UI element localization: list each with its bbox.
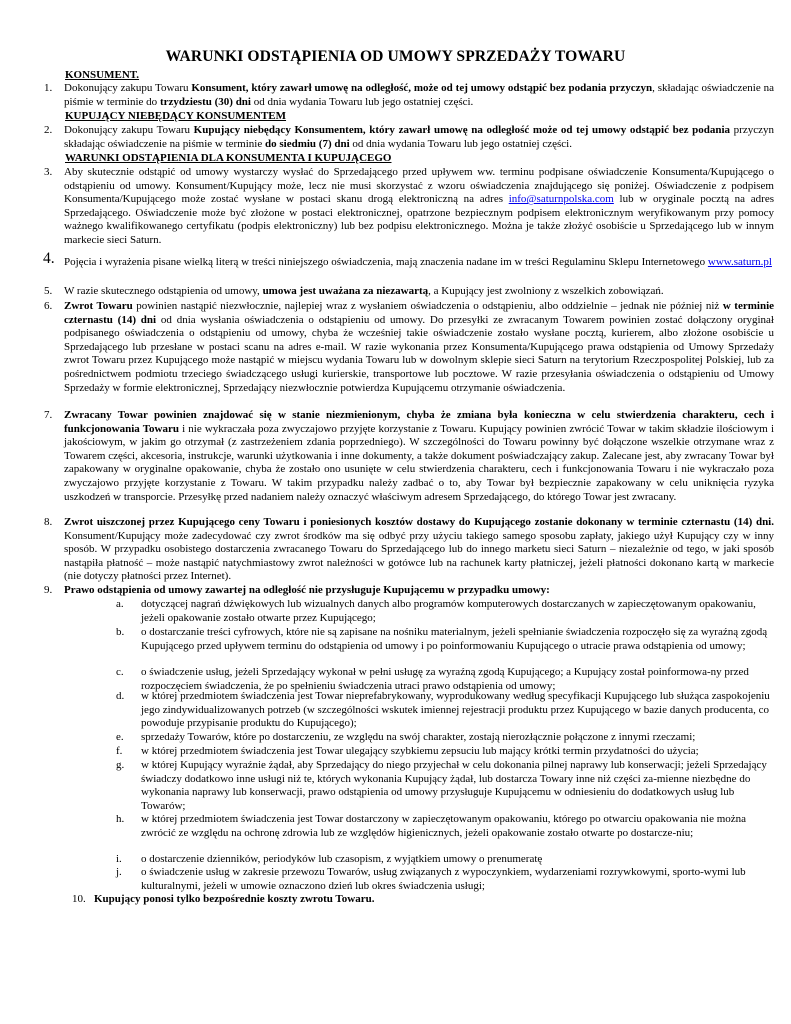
item-number: 9. xyxy=(44,584,53,596)
item-4: Pojęcia i wyrażenia pisane wielką literą w treści niniejszego oświadczenia, mają znaczenia nadane im w treści Regulaminu Sklepu Internetowego www.saturn.pl xyxy=(64,256,772,268)
item-number: 1. xyxy=(44,82,53,94)
sub-letter: g. xyxy=(116,759,125,771)
sub-letter: c. xyxy=(116,666,124,678)
item-7: Zwracany Towar powinien znajdować się w stanie niezmienionym, chyba że zmiana była konieczna w celu stwierdzenia charakteru, cech i funkcjonowania Towaru i nie wykraczała poza zwyczajowo przyjęte korzystanie z Towaru. Kupujący powinien zwrócić Towar w takim składzie ilościowym i jakościowym, w jakim go otrzymał (z zastrzeżeniem zdania poprzedniego). W szczególności do Towaru powinny być dołączone wszelkie otrzymane wraz z Towarem części, akcesoria, instrukcje, warunki użytkowania i inne dokumenty, a także dokument poświadczający zakup. Zalecane jest, aby zwracany Towar był zapakowany w oryginalne opakowanie, chyba że zostało ono usunięte w celu stwierdzenia charakteru, cech i funkcjonowania Towaru i nie wykraczało poza zwyczajowo przyjęte korzystanie z Towaru. W takim przypadku należy zadbać o to, aby Towar był bezpiecznie zapakowany w celu uniknięcia ryzyka uszkodzeń w transporcie. Przesyłkę przed nadaniem należy oznaczyć właściwym adresem Sprzedającego, do którego Towar jest zwracany. xyxy=(64,409,774,503)
sub-item: o świadczenie usług, jeżeli Sprzedający wykonał w pełni usługę za wyraźną zgodą Kupującego; a Kupujący został poinformowa-ny przed rozpoczęciem świadczenia, że po spełnieniu świadczenia utraci prawo odstąpienia od umowy; xyxy=(141,666,749,692)
sub-letter: d. xyxy=(116,690,125,702)
sub-letter: i. xyxy=(116,853,122,865)
item-9: Prawo odstąpienia od umowy zawartej na odległość nie przysługuje Kupującemu w przypadku umowy: xyxy=(64,584,550,596)
sub-item: o świadczenie usług w zakresie przewozu Towarów, usług związanych z wypoczynkiem, wydarzeniami rozrywkowymi, sporto-wymi lub kulturalnymi, jeżeli w umowie oznaczono dzień lub okres świadczenia usługi; xyxy=(141,866,746,892)
sub-item: w której Kupujący wyraźnie żądał, aby Sprzedający do niego przyjechał w celu dokonania pilnej naprawy lub konserwacji; jeżeli Sprzedający świadczy dodatkowo inne usługi niż te, których wykonania Kupujący żądał, lub dostarcza Towary inne niż części za-mienne niezbędne do wykonania naprawy lub konserwacji, prawo odstąpienia od umowy przysługuje Kupującemu w odniesieniu do dodatkowych usług lub Towarów; xyxy=(141,759,767,812)
item-number: 5. xyxy=(44,285,53,297)
sub-letter: a. xyxy=(116,598,124,610)
item-number: 3. xyxy=(44,166,53,178)
item-number: 2. xyxy=(44,124,53,136)
item-5: W razie skutecznego odstąpienia od umowy, umowa jest uważana za niezawartą, a Kupujący jest zwolniony z wszelkich zobowiązań. xyxy=(64,285,664,297)
heading-conditions: WARUNKI ODSTĄPIENIA DLA KONSUMENTA I KUPUJĄCEGO xyxy=(65,152,392,164)
sub-item: dotyczącej nagrań dźwiękowych lub wizualnych danych albo programów komputerowych dostarczanych w zapieczętowanym opakowaniu, jeżeli opakowanie zostało otwarte przez Kupującego; xyxy=(141,598,756,624)
item-number: 10. xyxy=(72,893,86,905)
item-1: Dokonujący zakupu Towaru Konsument, który zawarł umowę na odległość, może od tej umowy odstąpić bez podania przyczyn, składając oświadczenie na piśmie w terminie do trzydziestu (30) dni od dnia wydania Towaru lub jego ostatniej części. xyxy=(64,82,774,108)
sub-item: w której przedmiotem świadczenia jest Towar ulegający szybkiemu zepsuciu lub mający krótki termin przydatności do użycia; xyxy=(141,745,699,757)
item-number: 7. xyxy=(44,409,53,421)
sub-item: o dostarczanie treści cyfrowych, które nie są zapisane na nośniku materialnym, jeżeli spełnianie świadczenia rozpoczęło się za wyraźną zgodą Kupującego przed upływem terminu do odstąpienia od umowy i po poinformowaniu Kupującego o utracie prawa odstąpienia od umowy; xyxy=(141,626,768,652)
item-number: 4. xyxy=(43,250,55,267)
item-number: 6. xyxy=(44,300,53,312)
item-6: Zwrot Towaru powinien nastąpić niezwłocznie, najlepiej wraz z wysłaniem oświadczenia o odstąpieniu, albo oddzielnie – jednak nie później niż w terminie czternastu (14) dni od dnia wysłania oświadczenia o odstąpieniu od umowy. Do przesyłki ze zwracanym Towarem powinien zostać dołączony oryginał podpisanego oświadczenia o odstąpieniu od umowy, chyba że wcześniej takie oświadczenie zostało wysłane pocztą, kurierem, albo złożone osobiście u Sprzedającego lub przesłane w postaci scanu na adres e-mail. W razie wykonania przez Konsumenta/Kupującego prawa odstąpienia od Umowy Sprzedaży zwrot Towaru przez Kupującego może nastąpić w miejscu wydania Towaru lub w dowolnym sklepie sieci Saturn na terytorium Rzeczpospolitej Polskiej, lub za pośrednictwem podmiotu trzeciego świadczącego usługi kurierskie, transportowe lub pocztowe. W razie przesyłania oświadczenia o odstąpieniu od Umowy Sprzedaży w formie elektronicznej, Sprzedający niezwłocznie potwierdza Kupującemu otrzymanie oświadczenia. xyxy=(64,300,775,394)
sub-letter: j. xyxy=(116,866,122,878)
sub-item: o dostarczenie dzienników, periodyków lub czasopism, z wyjątkiem umowy o prenumeratę xyxy=(141,853,543,865)
sub-item: w której przedmiotem świadczenia jest Towar dostarczony w zapieczętowanym opakowaniu, którego po otwarciu opakowania nie można zwrócić ze względu na ochronę zdrowia lub ze względów higienicznych, jeżeli opakowanie zostało otwarte po dostarcze-niu; xyxy=(141,813,747,839)
heading-non-consumer: KUPUJĄCY NIEBĘDĄCY KONSUMENTEM xyxy=(65,110,287,122)
website-link[interactable]: www.saturn.pl xyxy=(707,256,772,268)
item-2: Dokonujący zakupu Towaru Kupujący niebędący Konsumentem, który zawarł umowę na odległość może od tej umowy odstąpić bez podania przyczyn składając oświadczenie na piśmie w terminie do siedmiu (7) dni od dnia wydania Towaru lub jego ostatniej części. xyxy=(64,124,774,150)
item-8: Zwrot uiszczonej przez Kupującego ceny Towaru i poniesionych kosztów dostawy do Kupującego zostanie dokonany w terminie czternastu (14) dni. Konsument/Kupujący może zadecydować czy zwrot środków ma się odbyć przy użyciu takiego samego sposobu zapłaty, jakiego użył Kupujący czy w inny sposób. W przypadku osobistego dostarczenia zwracanego Towaru do Sprzedającego lub do innego marketu sieci Saturn – niezależnie od tego, w jaki sposób nastąpiła płatność – może nastąpić natychmiastowy zwrot należności w gotówce lub na rachunek karty płatniczej, jeżeli płatności dokonano kartą w markecie (nie dotyczy płatności przez Internet). xyxy=(64,516,774,583)
sub-letter: e. xyxy=(116,731,124,743)
item-3: Aby skutecznie odstąpić od umowy wystarczy wysłać do Sprzedającego przed upływem ww. terminu podpisane oświadczenie Konsumenta/Kupującego o odstąpieniu od umowy. Konsument/Kupujący może, lecz nie musi skorzystać z wzoru oświadczenia znajdującego się poniżej. Oświadczenie z podpisem Konsumenta/Kupującego może zostać wysłane w postaci skanu drogą elektroniczną na adres info@saturnpolska.com lub w oryginale pocztą na adres Sprzedającego. Oświadczenie może być złożone w postaci elektronicznej, opatrzone bezpiecznym podpisem elektronicznym weryfikowanym przy pomocy ważnego kwalifikowanego certyfikatu (podpis elektroniczny) lub bez podpisu elektronicznego. Można je także złożyć osobiście u Sprzedającego lub w innym markecie sieci Saturn. xyxy=(64,166,774,246)
email-link[interactable]: info@saturnpolska.com xyxy=(508,193,614,206)
sub-letter: f. xyxy=(116,745,123,757)
sub-letter: h. xyxy=(116,813,125,825)
heading-consumer: KONSUMENT. xyxy=(65,69,140,81)
sub-letter: b. xyxy=(116,626,125,638)
item-number: 8. xyxy=(44,516,53,528)
item-10: Kupujący ponosi tylko bezpośrednie koszty zwrotu Towaru. xyxy=(94,893,375,905)
sub-item: w której przedmiotem świadczenia jest Towar nieprefabrykowany, wyprodukowany według specyfikacji Kupującego lub służąca zaspokojeniu jego zindywidualizowanych potrzeb (w szczególności wskutek imiennej rejestracji produktu przez Kupującego w bazie danych producenta, co powoduje przypisanie produktu do Kupującego); xyxy=(141,690,770,730)
document-title: WARUNKI ODSTĄPIENIA OD UMOWY SPRZEDAŻY TOWARU xyxy=(165,48,626,65)
sub-item: sprzedaży Towarów, które po dostarczeniu, ze względu na swój charakter, zostają nierozłącznie połączone z innymi rzeczami; xyxy=(141,731,696,743)
